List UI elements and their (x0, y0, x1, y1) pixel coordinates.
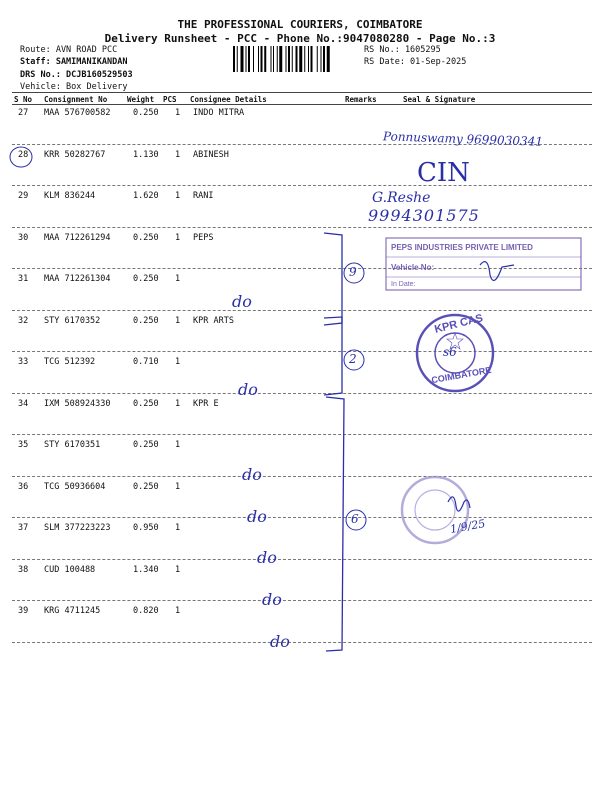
row-sno: 39 (18, 606, 29, 616)
row-consignment-no: MAA 712261304 (44, 274, 111, 284)
row-consignee: PEPS (193, 232, 214, 243)
row-weight: 0.250 (133, 481, 159, 492)
ditto-mark-39: do (270, 632, 290, 651)
row-consignee: KPR E (193, 398, 219, 409)
row-sno: 32 (18, 315, 29, 326)
circled-row-28-mark (8, 145, 34, 169)
drs-label: DRS No.: DCJB160529503 (20, 70, 133, 80)
row-consignment-no: KRG 4711245 (44, 606, 101, 616)
row-sno: 28 (18, 149, 29, 160)
row-pcs: 1 (175, 523, 181, 533)
row-sno: 35 (18, 440, 29, 450)
row-separator (12, 393, 592, 394)
col-consignee: Consignee Details (190, 95, 267, 104)
row-weight: 0.250 (133, 315, 159, 326)
row-separator (12, 185, 592, 186)
col-sno: S No (14, 95, 33, 104)
ditto-mark-38: do (262, 590, 282, 609)
handwritten-signature-28: CIN (417, 158, 470, 188)
row-weight: 0.250 (133, 108, 159, 118)
row-sno: 30 (18, 232, 29, 243)
col-seal: Seal & Signature (403, 95, 476, 104)
row-pcs: 1 (175, 398, 181, 409)
page-title: THE PROFESSIONAL COURIERS, COIMBATORE (177, 18, 423, 31)
row-weight: 0.820 (133, 606, 159, 616)
row-pcs: 1 (175, 232, 181, 243)
row-consignment-no: KRR 50282767 (44, 149, 106, 160)
row-consignment-no: IXM 508924330 (44, 398, 111, 409)
ditto-mark-36: do (247, 507, 267, 526)
row-consignment-no: SLM 377223223 (44, 523, 111, 533)
row-weight: 0.250 (133, 274, 159, 284)
row-pcs: 1 (175, 440, 181, 450)
row-separator (12, 434, 592, 435)
row-weight: 1.620 (133, 191, 159, 201)
col-remarks: Remarks (345, 95, 377, 104)
rs-date: RS Date: 01-Sep-2025 (364, 57, 467, 67)
row-separator (12, 517, 592, 518)
faded-round-stamp (400, 474, 490, 554)
peps-stamp-vehicle: Vehicle No: (391, 263, 435, 272)
col-consignment: Consignment No (44, 95, 108, 104)
handwritten-signature-27: Ponnuswamy 9699030341 (382, 129, 544, 149)
peps-company-stamp (385, 237, 582, 299)
row-consignment-no: TCG 50936604 (44, 481, 106, 492)
row-weight: 1.130 (133, 149, 159, 160)
row-separator (12, 310, 592, 311)
row-pcs: 1 (175, 191, 181, 201)
page-subtitle: Delivery Runsheet - PCC - Phone No.:9047080280 - Page No.:3 (104, 32, 496, 45)
bracket-marks (320, 225, 370, 655)
row-sno: 36 (18, 481, 29, 492)
kpr-stamp-bottom-text: COIMBATORE (430, 364, 493, 386)
handwritten-signature-29: G.Reshe (372, 190, 431, 206)
peps-stamp-company: PEPS INDUSTRIES PRIVATE LIMITED (391, 243, 533, 252)
row-separator (12, 600, 592, 601)
bracket-count-30-31: 9 (349, 265, 357, 279)
barcode (233, 46, 359, 72)
row-weight: 0.250 (133, 232, 159, 243)
row-consignment-no: MAA 576700582 (44, 108, 111, 118)
vehicle-label: Vehicle: Box Delivery (20, 82, 128, 92)
row-weight: 0.950 (133, 523, 159, 533)
row-pcs: 1 (175, 564, 181, 575)
row-pcs: 1 (175, 108, 181, 118)
row-consignee: INDO MITRA (193, 108, 245, 118)
stamp-handwritten-date: 1/9/25 (449, 517, 487, 536)
row-pcs: 1 (175, 606, 181, 616)
rs-number: RS No.: 1605295 (364, 45, 441, 55)
row-consignment-no: STY 6170351 (44, 440, 101, 450)
row-weight: 0.710 (133, 357, 159, 367)
row-separator (12, 227, 592, 228)
row-consignee: KPR ARTS (193, 315, 234, 326)
kpr-stamp-top-text: KPR CAS (433, 312, 485, 336)
row-sno: 38 (18, 564, 29, 575)
handwritten-phone-29: 9994301575 (368, 206, 480, 225)
row-sno: 37 (18, 523, 29, 533)
bracket-count-34-39: 6 (351, 512, 359, 526)
row-sno: 29 (18, 191, 29, 201)
row-sno: 34 (18, 398, 29, 409)
peps-stamp-date: In Date: (391, 281, 416, 288)
row-sno: 33 (18, 357, 29, 367)
row-separator (12, 351, 592, 352)
row-pcs: 1 (175, 149, 181, 160)
row-pcs: 1 (175, 357, 181, 367)
kpr-stamp-center-signature: s6 (443, 345, 457, 359)
row-consignment-no: KLM 836244 (44, 191, 96, 201)
col-weight: Weight (127, 95, 155, 104)
row-sno: 27 (18, 108, 29, 118)
ditto-mark-31: do (232, 292, 252, 311)
row-consignee: RANI (193, 191, 214, 201)
row-separator (12, 642, 592, 643)
row-separator (12, 476, 592, 477)
row-consignment-no: TCG 512392 (44, 357, 96, 367)
ditto-mark-35: do (242, 465, 262, 484)
row-pcs: 1 (175, 315, 181, 326)
row-consignment-no: CUD 100488 (44, 564, 96, 575)
row-pcs: 1 (175, 274, 181, 284)
staff-label: Staff: SAMIMANIKANDAN (20, 57, 128, 67)
kpr-cas-round-stamp (414, 312, 496, 394)
route-label: Route: AVN ROAD PCC (20, 45, 118, 55)
row-pcs: 1 (175, 481, 181, 492)
ditto-mark-37: do (257, 548, 277, 567)
row-weight: 0.250 (133, 440, 159, 450)
row-consignee: ABINESH (193, 149, 229, 160)
header-top-rule (12, 92, 592, 93)
row-consignment-no: MAA 712261294 (44, 232, 111, 243)
header-bottom-rule (12, 104, 592, 105)
ditto-mark-33: do (238, 380, 258, 399)
row-separator (12, 559, 592, 560)
col-pcs: PCS (163, 95, 177, 104)
bracket-count-32-33: 2 (349, 352, 357, 366)
row-sno: 31 (18, 274, 29, 284)
row-weight: 0.250 (133, 398, 159, 409)
row-consignment-no: STY 6170352 (44, 315, 101, 326)
row-weight: 1.340 (133, 564, 159, 575)
